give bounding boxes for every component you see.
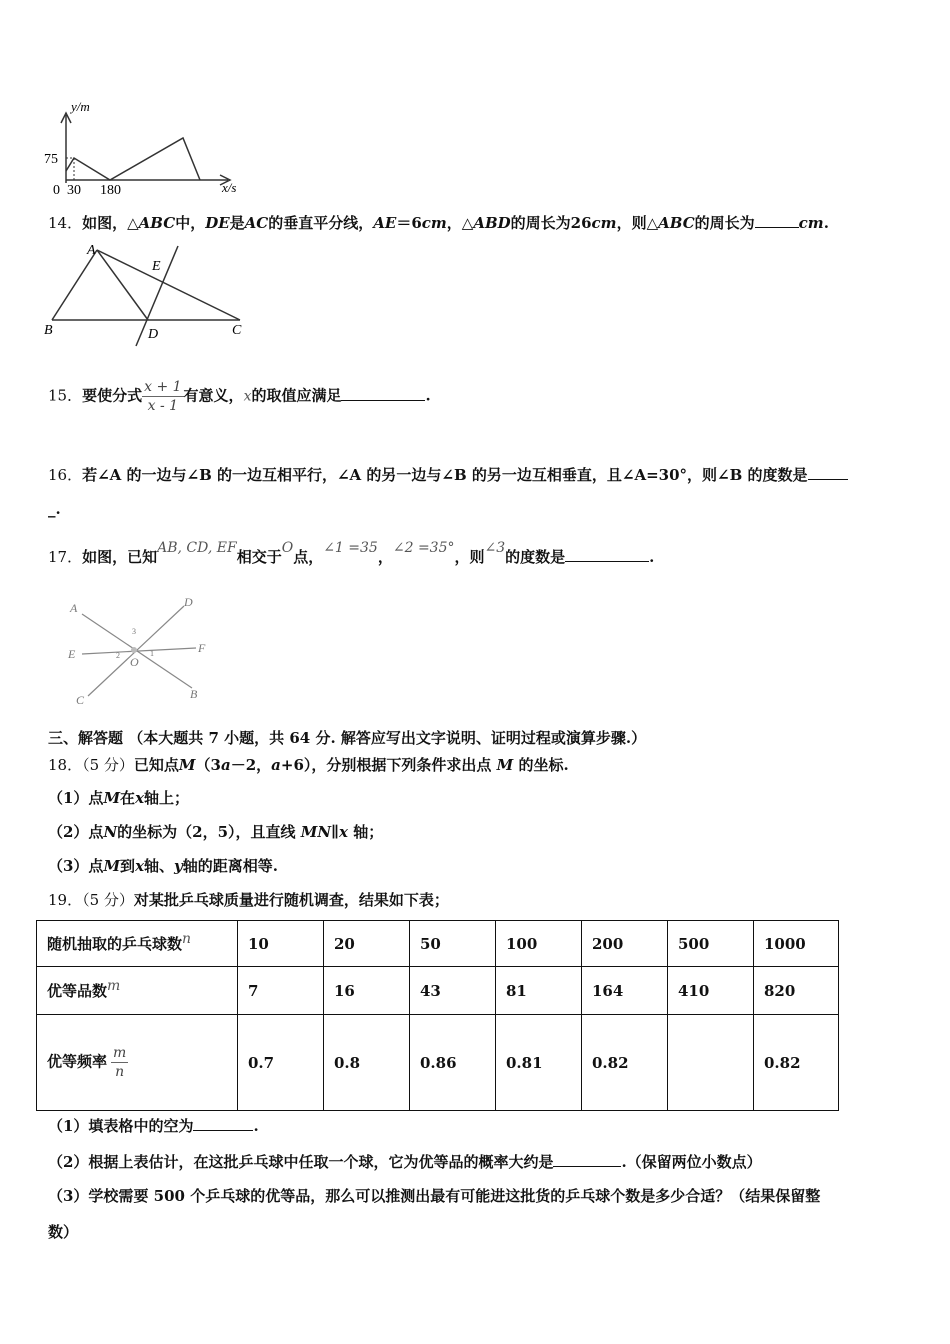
x-axis-label: x/s bbox=[222, 180, 237, 195]
empty-table-cell[interactable] bbox=[668, 1015, 754, 1111]
table-cell: 0.8 bbox=[324, 1015, 410, 1111]
label-O: O bbox=[130, 655, 139, 669]
question-19-part-1: （1）填表格中的空为 . bbox=[48, 1117, 259, 1135]
answer-blank[interactable] bbox=[341, 400, 425, 401]
table-cell: 10 bbox=[238, 921, 324, 967]
question-number: 14． bbox=[48, 214, 83, 232]
table-row bbox=[37, 967, 839, 1015]
segment-AC bbox=[97, 250, 240, 320]
answer-blank[interactable] bbox=[553, 1166, 621, 1167]
table-cell: 100 bbox=[496, 921, 582, 967]
label-2: 2 bbox=[116, 651, 120, 660]
answer-blank[interactable] bbox=[808, 479, 848, 480]
table-cell: 0.82 bbox=[582, 1015, 668, 1111]
table-cell: 820 bbox=[754, 967, 839, 1015]
label-E: E bbox=[68, 647, 76, 661]
table-cell: 20 bbox=[324, 921, 410, 967]
intersecting-lines-figure bbox=[60, 592, 220, 707]
fraction: $\frac{m}{n}$ bbox=[113, 1045, 127, 1080]
table-row bbox=[37, 921, 839, 967]
question-number: 17． bbox=[48, 548, 83, 566]
row-label: 随机抽取的乒乓球数n bbox=[37, 921, 238, 967]
label-D: D bbox=[148, 327, 159, 342]
y-tick-75: 75 bbox=[44, 152, 58, 167]
x-tick-0: 0 bbox=[53, 183, 60, 198]
table-cell: 16 bbox=[324, 967, 410, 1015]
question-19-part-3-continued: 数） bbox=[48, 1223, 79, 1241]
label-1: 1 bbox=[150, 649, 154, 658]
table-cell: 1000 bbox=[754, 921, 839, 967]
question-16: 16．若∠A 的一边与∠B 的一边互相平行，∠A 的另一边与∠B 的另一边互相垂直，且∠A=30°，则∠B 的度数是 bbox=[48, 464, 848, 485]
table-row bbox=[37, 1015, 839, 1111]
segment-AD bbox=[97, 250, 148, 320]
graph-line bbox=[66, 138, 200, 180]
quality-table bbox=[36, 920, 839, 1111]
question-number: 19． bbox=[48, 891, 83, 909]
row-label: 优等频率 $\frac{m}{n}$ bbox=[37, 1015, 238, 1111]
row-label: 优等品数m bbox=[37, 967, 238, 1015]
label-B: B bbox=[190, 687, 198, 701]
question-18-part-3: （3）点M到x轴、y轴的距离相等. bbox=[48, 857, 278, 875]
table-cell: 0.81 bbox=[496, 1015, 582, 1111]
question-number: 15． bbox=[48, 386, 83, 405]
table-cell: 164 bbox=[582, 967, 668, 1015]
segment-AB bbox=[52, 250, 97, 320]
question-14: 14．如图，△ABC中，DE是AC的垂直平分线，AE＝6cm，△ABD的周长为26cm，则△ABC的周长为 cm. bbox=[48, 214, 829, 232]
label-3: 3 bbox=[132, 627, 136, 636]
y-axis-label: y/m bbox=[71, 99, 90, 114]
label-B: B bbox=[44, 323, 53, 338]
question-number: 18． bbox=[48, 756, 83, 774]
label-F: F bbox=[198, 641, 206, 655]
table-cell: 81 bbox=[496, 967, 582, 1015]
intersection-point-O bbox=[131, 647, 137, 653]
label-A: A bbox=[70, 601, 78, 615]
table-cell: 43 bbox=[410, 967, 496, 1015]
table-cell: 0.82 bbox=[754, 1015, 839, 1111]
x-tick-180: 180 bbox=[100, 183, 121, 198]
label-E: E bbox=[152, 259, 161, 274]
label-C: C bbox=[232, 323, 242, 338]
section-3-header bbox=[48, 727, 646, 748]
table-cell: 50 bbox=[410, 921, 496, 967]
question-19-part-2: （2）根据上表估计，在这批乒乓球中任取一个球，它为优等品的概率大约是 .（保留两位小数点） bbox=[48, 1153, 762, 1171]
table-cell: 0.7 bbox=[238, 1015, 324, 1111]
question-19-part-3: （3）学校需要 500 个乒乓球的优等品，那么可以推测出最有可能进这批货的乒乓球个数是多少合适？（结果保留整 bbox=[48, 1187, 821, 1205]
section-description: （本大题共 7 小题，共 64 分. 解答应写出文字说明、证明过程或演算步骤.） bbox=[128, 729, 647, 747]
label-A: A bbox=[87, 243, 96, 258]
question-15: 15．要使分式 $\frac{x + 1}{x - 1}$ 有意义，x的取值应满足 . bbox=[48, 379, 431, 414]
question-17: 17．如图，已知AB, CD, EF相交于O点，∠1 =35，∠2 =35°，则∠3的度数是 . bbox=[48, 540, 655, 566]
fraction: $\frac{x + 1}{x - 1}$ bbox=[144, 379, 182, 414]
question-number: 16． bbox=[48, 466, 83, 484]
question-16-continued: _. bbox=[48, 500, 61, 518]
question-18-part-1: （1）点M在x轴上； bbox=[48, 789, 190, 807]
label-D: D bbox=[184, 595, 193, 609]
question-18-part-2: （2）点N的坐标为（2，5），且直线 MN∥x 轴； bbox=[48, 823, 384, 841]
answer-blank[interactable] bbox=[755, 227, 799, 228]
answer-blank[interactable] bbox=[565, 561, 649, 562]
table-cell: 410 bbox=[668, 967, 754, 1015]
table-cell: 7 bbox=[238, 967, 324, 1015]
label-C: C bbox=[76, 693, 85, 707]
table-cell: 200 bbox=[582, 921, 668, 967]
triangle-figure bbox=[40, 238, 255, 348]
question-18: 18．（5 分）已知点M（3a－2，a+6），分别根据下列条件求出点 M 的坐标. bbox=[48, 756, 569, 774]
table-cell: 0.86 bbox=[410, 1015, 496, 1111]
distance-time-graph bbox=[40, 95, 250, 200]
answer-blank[interactable] bbox=[193, 1130, 253, 1131]
section-title: 三、解答题 bbox=[48, 729, 124, 747]
question-19: 19．（5 分）对某批乒乓球质量进行随机调查，结果如下表； bbox=[48, 891, 449, 909]
table-cell: 500 bbox=[668, 921, 754, 967]
x-tick-30: 30 bbox=[67, 183, 81, 198]
